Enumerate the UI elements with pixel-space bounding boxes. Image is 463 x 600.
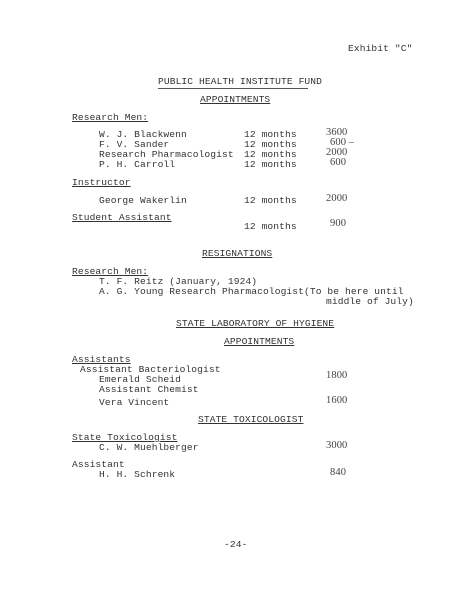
state-lab-title: STATE LABORATORY OF HYGIENE (176, 318, 335, 329)
instructor-heading: Instructor (72, 177, 131, 188)
assistant-heading: Assistant (72, 459, 125, 470)
instructor-name: George Wakerlin (99, 195, 187, 206)
assistants-line: Assistant Chemist (99, 384, 199, 395)
toxicologist-name: C. W. Muehlberger (99, 442, 199, 453)
instructor-term: 12 months (244, 195, 297, 206)
research-man-amount: 3600 (326, 127, 348, 138)
research-men-heading: Research Men: (72, 112, 149, 123)
assistants-heading: Assistants (72, 354, 131, 365)
student-assistant-heading: Student Assistant (72, 212, 172, 223)
research-man-name: P. H. Carroll (99, 159, 176, 170)
state-lab-appointments-heading: APPOINTMENTS (224, 336, 295, 347)
resignation-line: T. F. Reitz (January, 1924) (99, 276, 258, 287)
state-toxicologist-title: STATE TOXICOLOGIST (198, 414, 304, 425)
assistants-line: Vera Vincent (99, 397, 170, 408)
assistants-amount: 1600 (326, 395, 348, 406)
research-man-term: 12 months (244, 139, 297, 150)
research-man-amount: 600 (330, 157, 347, 168)
research-man-name: F. V. Sander (99, 139, 170, 150)
exhibit-label: Exhibit "C" (348, 43, 413, 54)
research-man-name: Research Pharmacologist (99, 149, 234, 160)
assistant-amount: 840 (330, 467, 347, 478)
phif-appointments-heading: APPOINTMENTS (200, 94, 271, 105)
research-man-term: 12 months (244, 149, 297, 160)
resignation-line: middle of July) (326, 296, 414, 307)
assistants-line: Emerald Scheid (99, 374, 182, 385)
student-assistant-term: 12 months (244, 221, 297, 232)
assistants-line: Assistant Bacteriologist (80, 364, 221, 375)
research-man-amount: 600 – (330, 137, 355, 148)
student-assistant-amount: 900 (330, 218, 347, 229)
research-man-term: 12 months (244, 129, 297, 140)
phif-title-underline (158, 88, 308, 89)
phif-title: PUBLIC HEALTH INSTITUTE FUND (158, 76, 323, 87)
resignation-line: A. G. Young Research Pharmacologist(To be here until (99, 286, 404, 297)
toxicologist-amount: 3000 (326, 440, 348, 451)
resignations-subheading: Research Men: (72, 266, 149, 277)
research-man-name: W. J. Blackwenn (99, 129, 187, 140)
research-man-amount: 2000 (326, 147, 348, 158)
instructor-amount: 2000 (326, 193, 348, 204)
resignations-heading: RESIGNATIONS (202, 248, 273, 259)
page-number: -24- (224, 539, 248, 550)
toxicologist-heading: State Toxicologist (72, 432, 178, 443)
assistant-name: H. H. Schrenk (99, 469, 176, 480)
assistants-amount: 1800 (326, 370, 348, 381)
research-man-term: 12 months (244, 159, 297, 170)
